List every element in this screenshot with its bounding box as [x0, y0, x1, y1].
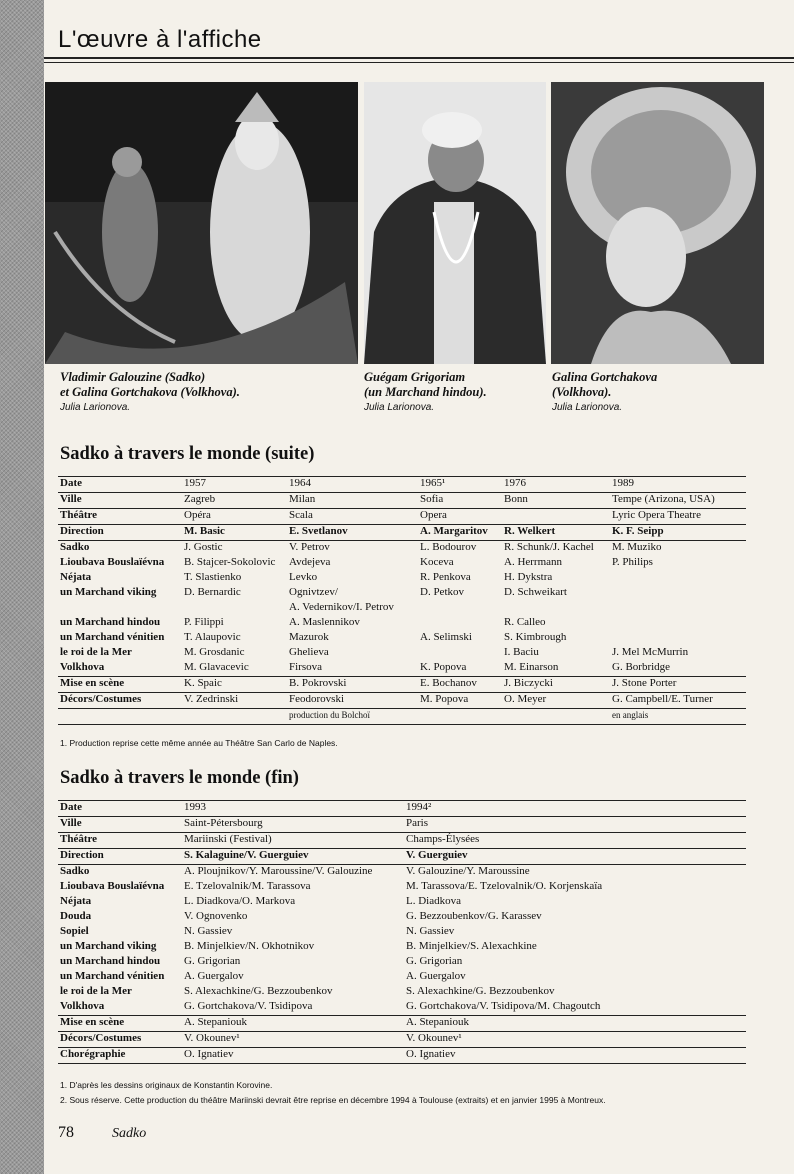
table-cell: M. Einarson [504, 661, 559, 673]
table-cell: R. Welkert [502, 525, 610, 541]
table-row [58, 895, 746, 910]
table-cell: A. Vedernikov/I. Petrov [289, 601, 394, 613]
table-row [58, 709, 746, 725]
table-cell: V. Ognovenko [184, 910, 248, 922]
table-row [58, 940, 746, 955]
table-cell: G. Campbell/E. Turner [610, 693, 746, 709]
caption-credit: Julia Larionova. [60, 402, 131, 413]
table-cell: Feodorovski [287, 693, 418, 709]
row-label: Néjata [60, 895, 92, 907]
table-row [58, 616, 746, 631]
table-row [58, 631, 746, 646]
table-cell: G. Grigorian [406, 955, 463, 967]
table-cell [418, 646, 502, 661]
table-cell: D. Schweikart [504, 586, 567, 598]
caption-credit: Julia Larionova. [552, 402, 623, 413]
table-row [58, 677, 746, 693]
table-cell: A. Herrmann [504, 556, 563, 568]
table-cell: G. Grigorian [184, 955, 241, 967]
row-label: Sadko [58, 865, 182, 881]
row-label: un Marchand hindou [60, 955, 161, 967]
table-cell: Lyric Opera Theatre [610, 509, 746, 525]
table-cell: A. Stepaniouk [404, 1016, 746, 1032]
table-cell: Bonn [502, 493, 610, 509]
table-cell: D. Bernardic [184, 586, 241, 598]
table-cell: J. Biczycki [502, 677, 610, 693]
row-label: Décors/Costumes [58, 693, 182, 709]
photo-marchand-hindou [364, 82, 546, 364]
table-row [58, 541, 746, 557]
table-cell: V. Okounev¹ [182, 1032, 404, 1048]
caption-name: (un Marchand hindou). [364, 385, 487, 399]
table-row [58, 693, 746, 709]
table-cell [610, 601, 746, 616]
table-row [58, 880, 746, 895]
table-cell: R. Schunk/J. Kachel [502, 541, 610, 557]
table-cell: O. Ignatiev [182, 1048, 404, 1064]
table-cell [610, 586, 746, 601]
table-cell: K. Spaic [182, 677, 287, 693]
table-cell: M. Grosdanic [184, 646, 245, 658]
row-label: Théâtre [58, 833, 182, 849]
table-row [58, 1048, 746, 1064]
table-cell: en anglais [610, 709, 746, 725]
caption-name: Galina Gortchakova [552, 370, 658, 384]
footnote: 1. Production reprise cette même année au Théâtre San Carlo de Naples. [60, 738, 338, 748]
row-label: Mise en scène [58, 677, 182, 693]
table-cell: R. Calleo [504, 616, 546, 628]
table-cell: J. Stone Porter [610, 677, 746, 693]
row-label: Sopiel [60, 925, 89, 937]
row-label: Chorégraphie [58, 1048, 182, 1064]
table-cell [610, 616, 746, 631]
table-cell: Paris [404, 817, 746, 833]
table-cell: M. Muziko [610, 541, 746, 557]
table-row [58, 970, 746, 985]
table-cell [502, 509, 610, 525]
row-label: Mise en scène [58, 1016, 182, 1032]
page-number: 78 [58, 1124, 74, 1141]
table-cell: E. Svetlanov [287, 525, 418, 541]
table-cell: G. Gortchakova/V. Tsidipova [184, 1000, 313, 1012]
table-row [58, 817, 746, 833]
table-cell [182, 601, 287, 616]
table-cell: Ognivtzev/ [289, 586, 338, 598]
table-cell: 1976 [502, 477, 610, 493]
table-row [58, 833, 746, 849]
table-cell: O. Ignatiev [404, 1048, 746, 1064]
table-cell: A. Margaritov [418, 525, 502, 541]
table-cell: G. Gortchakova/V. Tsidipova/M. Chagoutch [406, 1000, 601, 1012]
table-cell: Milan [287, 493, 418, 509]
row-label: le roi de la Mer [60, 646, 132, 658]
page-header-title: L'œuvre à l'affiche [58, 26, 262, 53]
table-cell: S. Kalaguine/V. Guerguiev [182, 849, 404, 865]
table-cell: B. Pokrovski [287, 677, 418, 693]
table-row [58, 646, 746, 661]
table-cell: P. Filippi [184, 616, 224, 628]
caption-photo-2 [364, 370, 487, 415]
table-cell [182, 709, 287, 725]
photo-volkhova [551, 82, 764, 364]
table-cell: Scala [287, 509, 418, 525]
footnote: 2. Sous réserve. Cette production du théâtre Mariinski devrait être reprise en décembre 1994 à Toulouse (extraits) et en janvier 1995 à Montreux. [60, 1095, 606, 1105]
table-cell: H. Dykstra [504, 571, 553, 583]
table-cell: M. Basic [182, 525, 287, 541]
table-cell: M. Glavacevic [184, 661, 249, 673]
row-label: Date [58, 477, 182, 493]
table-cell: Levko [289, 571, 318, 583]
row-label: Décors/Costumes [58, 1032, 182, 1048]
table-row [58, 1016, 746, 1032]
table-cell: K. F. Seipp [610, 525, 746, 541]
caption-name: Guégam Grigoriam [364, 370, 466, 384]
table-cell: Avdejeva [289, 556, 331, 568]
row-label: Néjata [60, 571, 92, 583]
table-cell: 1957 [182, 477, 287, 493]
table-sadko-suite [58, 476, 746, 725]
table-cell: E. Tzelovalnik/M. Tarassova [184, 880, 311, 892]
table-row [58, 1032, 746, 1048]
table-row [58, 910, 746, 925]
table-cell: Sofia [418, 493, 502, 509]
table-cell [610, 571, 746, 586]
table-row [58, 985, 746, 1000]
caption-credit: Julia Larionova. [364, 402, 435, 413]
table-cell: S. Kimbrough [504, 631, 567, 643]
table-cell: D. Petkov [420, 586, 464, 598]
section-title-suite: Sadko à travers le monde (suite) [60, 444, 315, 464]
photo-sadko-volkhova [45, 82, 358, 364]
table-row [58, 601, 746, 616]
table-cell: Koceva [420, 556, 454, 568]
row-label: un Marchand viking [60, 940, 157, 952]
header-rule-thin [44, 62, 794, 63]
row-label: un Marchand vénitien [60, 631, 165, 643]
table-cell: L. Bodourov [418, 541, 502, 557]
footnote: 1. D'après les dessins originaux de Konstantin Korovine. [60, 1080, 273, 1090]
table-cell: V. Galouzine/Y. Maroussine [404, 865, 746, 881]
table-cell: G. Bezzoubenkov/G. Karassev [406, 910, 542, 922]
table-row [58, 925, 746, 940]
table-cell: A. Maslennikov [289, 616, 360, 628]
table-cell [418, 601, 502, 616]
table-row [58, 556, 746, 571]
table-cell [418, 709, 502, 725]
table-cell: N. Gassiev [406, 925, 455, 937]
table-row [58, 865, 746, 881]
table-cell: Zagreb [182, 493, 287, 509]
table-cell: G. Borbridge [612, 661, 671, 673]
row-label: le roi de la Mer [60, 985, 132, 997]
table-cell [418, 616, 502, 631]
section-title-fin: Sadko à travers le monde (fin) [60, 768, 299, 788]
row-label: un Marchand hindou [60, 616, 161, 628]
table-cell: Opéra [182, 509, 287, 525]
table-cell: O. Meyer [502, 693, 610, 709]
table-row [58, 525, 746, 541]
table-cell: V. Zedrinski [182, 693, 287, 709]
table-cell: S. Alexachkine/G. Bezzoubenkov [406, 985, 555, 997]
table-row [58, 801, 746, 817]
table-cell: T. Alaupovic [184, 631, 241, 643]
table-cell: 1965¹ [418, 477, 502, 493]
table-cell: Champs-Élysées [404, 833, 746, 849]
table-cell: J. Mel McMurrin [612, 646, 689, 658]
table-cell: Ghelieva [289, 646, 329, 658]
table-cell: Mazurok [289, 631, 329, 643]
table-cell: T. Slastienko [184, 571, 242, 583]
table-row [58, 586, 746, 601]
table-cell: L. Diadkova [406, 895, 461, 907]
table-row [58, 661, 746, 677]
table-cell: 1964 [287, 477, 418, 493]
table-cell: L. Diadkova/O. Markova [184, 895, 296, 907]
row-label: Date [58, 801, 182, 817]
table-row [58, 493, 746, 509]
row-label: Sadko [58, 541, 182, 557]
row-label [58, 709, 182, 725]
table-cell: 1989 [610, 477, 746, 493]
row-label [58, 601, 182, 616]
table-cell: B. Stajcer-Sokolovic [184, 556, 276, 568]
table-cell: Mariinski (Festival) [182, 833, 404, 849]
row-label: Lioubava Bouslaïévna [60, 556, 165, 568]
table-cell: J. Gostic [182, 541, 287, 557]
row-label: un Marchand vénitien [60, 970, 165, 982]
table-row [58, 955, 746, 970]
table-cell: A. Stepaniouk [182, 1016, 404, 1032]
table-cell: N. Gassiev [184, 925, 233, 937]
table-row [58, 849, 746, 865]
table-cell: E. Bochanov [418, 677, 502, 693]
table-cell: B. Minjelkiev/N. Okhotnikov [184, 940, 315, 952]
footer-title: Sadko [112, 1126, 147, 1141]
row-label: Direction [58, 525, 182, 541]
table-cell: production du Bolchoï [287, 709, 418, 725]
row-label: Volkhova [60, 1000, 105, 1012]
table-cell [610, 631, 746, 646]
table-cell: B. Minjelkiev/S. Alexachkine [406, 940, 537, 952]
header-rule [44, 57, 794, 59]
table-cell: M. Tarassova/E. Tzelovalnik/O. Korjenskaïa [406, 880, 603, 892]
table-cell: Firsova [289, 661, 322, 673]
table-cell: Opera [418, 509, 502, 525]
table-cell: A. Guergalov [406, 970, 466, 982]
table-cell: P. Philips [612, 556, 653, 568]
table-cell: R. Penkova [420, 571, 471, 583]
row-label: un Marchand viking [60, 586, 157, 598]
table-row [58, 477, 746, 493]
table-sadko-fin [58, 800, 746, 1064]
table-cell: 1993 [182, 801, 404, 817]
table-cell [502, 709, 610, 725]
table-cell: M. Popova [418, 693, 502, 709]
caption-name: Vladimir Galouzine (Sadko) [60, 370, 206, 384]
row-label: Douda [60, 910, 92, 922]
table-cell: Saint-Pétersbourg [182, 817, 404, 833]
table-row [58, 509, 746, 525]
row-label: Direction [58, 849, 182, 865]
table-cell: K. Popova [420, 661, 467, 673]
table-cell: V. Guerguiev [404, 849, 746, 865]
row-label: Lioubava Bouslaïévna [60, 880, 165, 892]
table-cell: I. Baciu [504, 646, 539, 658]
row-label: Volkhova [60, 661, 105, 673]
table-cell: A. Guergalov [184, 970, 244, 982]
table-cell: V. Okounev¹ [404, 1032, 746, 1048]
table-cell: Tempe (Arizona, USA) [610, 493, 746, 509]
table-row [58, 571, 746, 586]
table-cell: A. Selimski [420, 631, 472, 643]
caption-name: (Volkhova). [552, 385, 612, 399]
table-cell: S. Alexachkine/G. Bezzoubenkov [184, 985, 333, 997]
table-row [58, 1000, 746, 1016]
sidebar-texture [0, 0, 44, 1174]
table-cell: 1994² [404, 801, 746, 817]
caption-name: et Galina Gortchakova (Volkhova). [60, 385, 240, 399]
caption-photo-3 [552, 370, 657, 415]
table-cell: V. Petrov [287, 541, 418, 557]
row-label: Ville [58, 493, 182, 509]
row-label: Ville [58, 817, 182, 833]
caption-photo-1 [60, 370, 240, 415]
table-cell [502, 601, 610, 616]
row-label: Théâtre [58, 509, 182, 525]
table-cell: A. Ploujnikov/Y. Maroussine/V. Galouzine [182, 865, 404, 881]
